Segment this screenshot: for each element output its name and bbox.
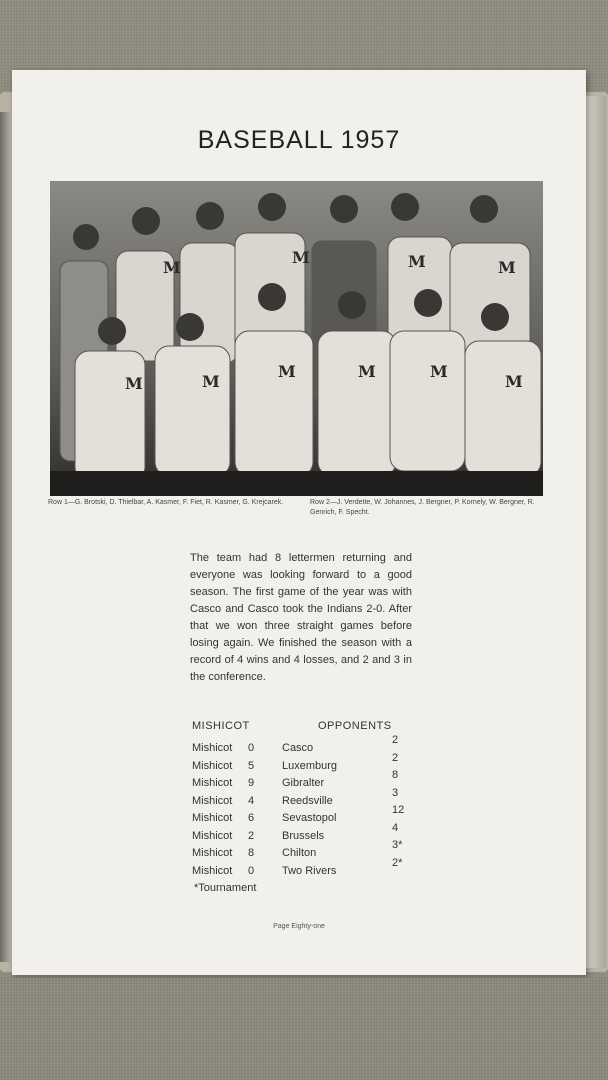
schedule-row <box>192 734 422 758</box>
svg-text:M: M <box>125 374 143 393</box>
team-score: 0 <box>248 742 255 754</box>
opponent-score: 4 <box>392 821 399 834</box>
team-name: Mishicot <box>192 794 233 807</box>
opponent-name: Casco <box>282 742 314 754</box>
team-photo <box>50 181 543 496</box>
team-name: Mishicot <box>192 742 233 754</box>
schedule-row <box>192 839 422 863</box>
team-photo-illustration <box>50 181 543 496</box>
photo-caption-row1: Row 1—G. Brotski, D. Thielbar, A. Kasmer, F. Fiet, R. Kasmer, G. Krejcarek. <box>48 499 284 506</box>
team-name: Mishicot <box>192 847 233 859</box>
page-stack-edge <box>586 96 606 968</box>
tablecloth-fabric <box>0 978 608 1080</box>
season-summary: The team had 8 lettermen returning and everyone was looking forward to a good season. The first game of the year was with Casco and Casco took the Indians 2-0. After that we won three straight games before losing again. We finished the season with a record of 4 wins and 4 losses, and 2 and 3 in the conference. <box>190 552 412 683</box>
schedule-table <box>192 734 422 880</box>
opponent-name: Luxemburg <box>282 759 338 772</box>
team-name: Mishicot <box>192 812 233 824</box>
opponent-name: Gibralter <box>282 777 325 789</box>
opponent-score: 2 <box>392 751 399 764</box>
svg-text:M: M <box>292 248 310 267</box>
opponent-score: 2* <box>392 856 403 869</box>
team-score: 8 <box>248 847 255 859</box>
team-name: Mishicot <box>192 864 233 877</box>
team-name: Mishicot <box>192 777 233 789</box>
opponent-name: Sevastopol <box>282 812 337 824</box>
team-score: 5 <box>248 759 255 772</box>
opponent-name: Brussels <box>282 829 325 842</box>
schedule-row <box>192 856 422 881</box>
schedule-heading-team: MISHICOT <box>192 720 250 732</box>
opponent-name: Chilton <box>282 847 317 859</box>
team-score: 6 <box>248 812 255 824</box>
team-name: Mishicot <box>192 829 233 842</box>
schedule-row <box>192 821 422 846</box>
schedule-row <box>192 769 422 793</box>
opponent-score: 3* <box>392 839 403 851</box>
team-score: 2 <box>248 829 255 842</box>
svg-text:M: M <box>430 362 448 381</box>
yearbook-page <box>12 70 586 975</box>
photo-caption-row2: Row 2—J. Verdette, W. Johannes, J. Bergner, P. Kornely, W. Bergner, R. Genrich, F. Specht. <box>310 499 535 516</box>
opponent-name: Two Rivers <box>282 864 337 877</box>
page-title: BASEBALL 1957 <box>197 126 401 154</box>
svg-text:M: M <box>505 372 523 391</box>
svg-text:M: M <box>278 362 296 381</box>
opponent-score: 8 <box>392 769 399 781</box>
schedule-row <box>192 786 422 811</box>
opponent-name: Reedsville <box>282 794 333 807</box>
team-score: 0 <box>248 864 255 877</box>
svg-text:M: M <box>408 252 426 271</box>
svg-text:M: M <box>498 258 516 277</box>
team-name: Mishicot <box>192 759 233 772</box>
page-number: Page Eighty-one <box>273 923 325 930</box>
svg-text:M: M <box>163 258 181 277</box>
schedule-heading-opponents: OPPONENTS <box>318 720 392 732</box>
opponent-score: 2 <box>392 734 399 746</box>
svg-text:M: M <box>358 362 376 381</box>
team-score: 9 <box>248 777 255 789</box>
schedule-row <box>192 751 422 776</box>
team-score: 4 <box>248 794 255 807</box>
svg-text:M: M <box>202 372 220 391</box>
tournament-footnote: *Tournament <box>194 882 257 894</box>
opponent-score: 3 <box>392 786 399 799</box>
schedule-row <box>192 804 422 828</box>
opponent-score: 12 <box>392 804 405 816</box>
